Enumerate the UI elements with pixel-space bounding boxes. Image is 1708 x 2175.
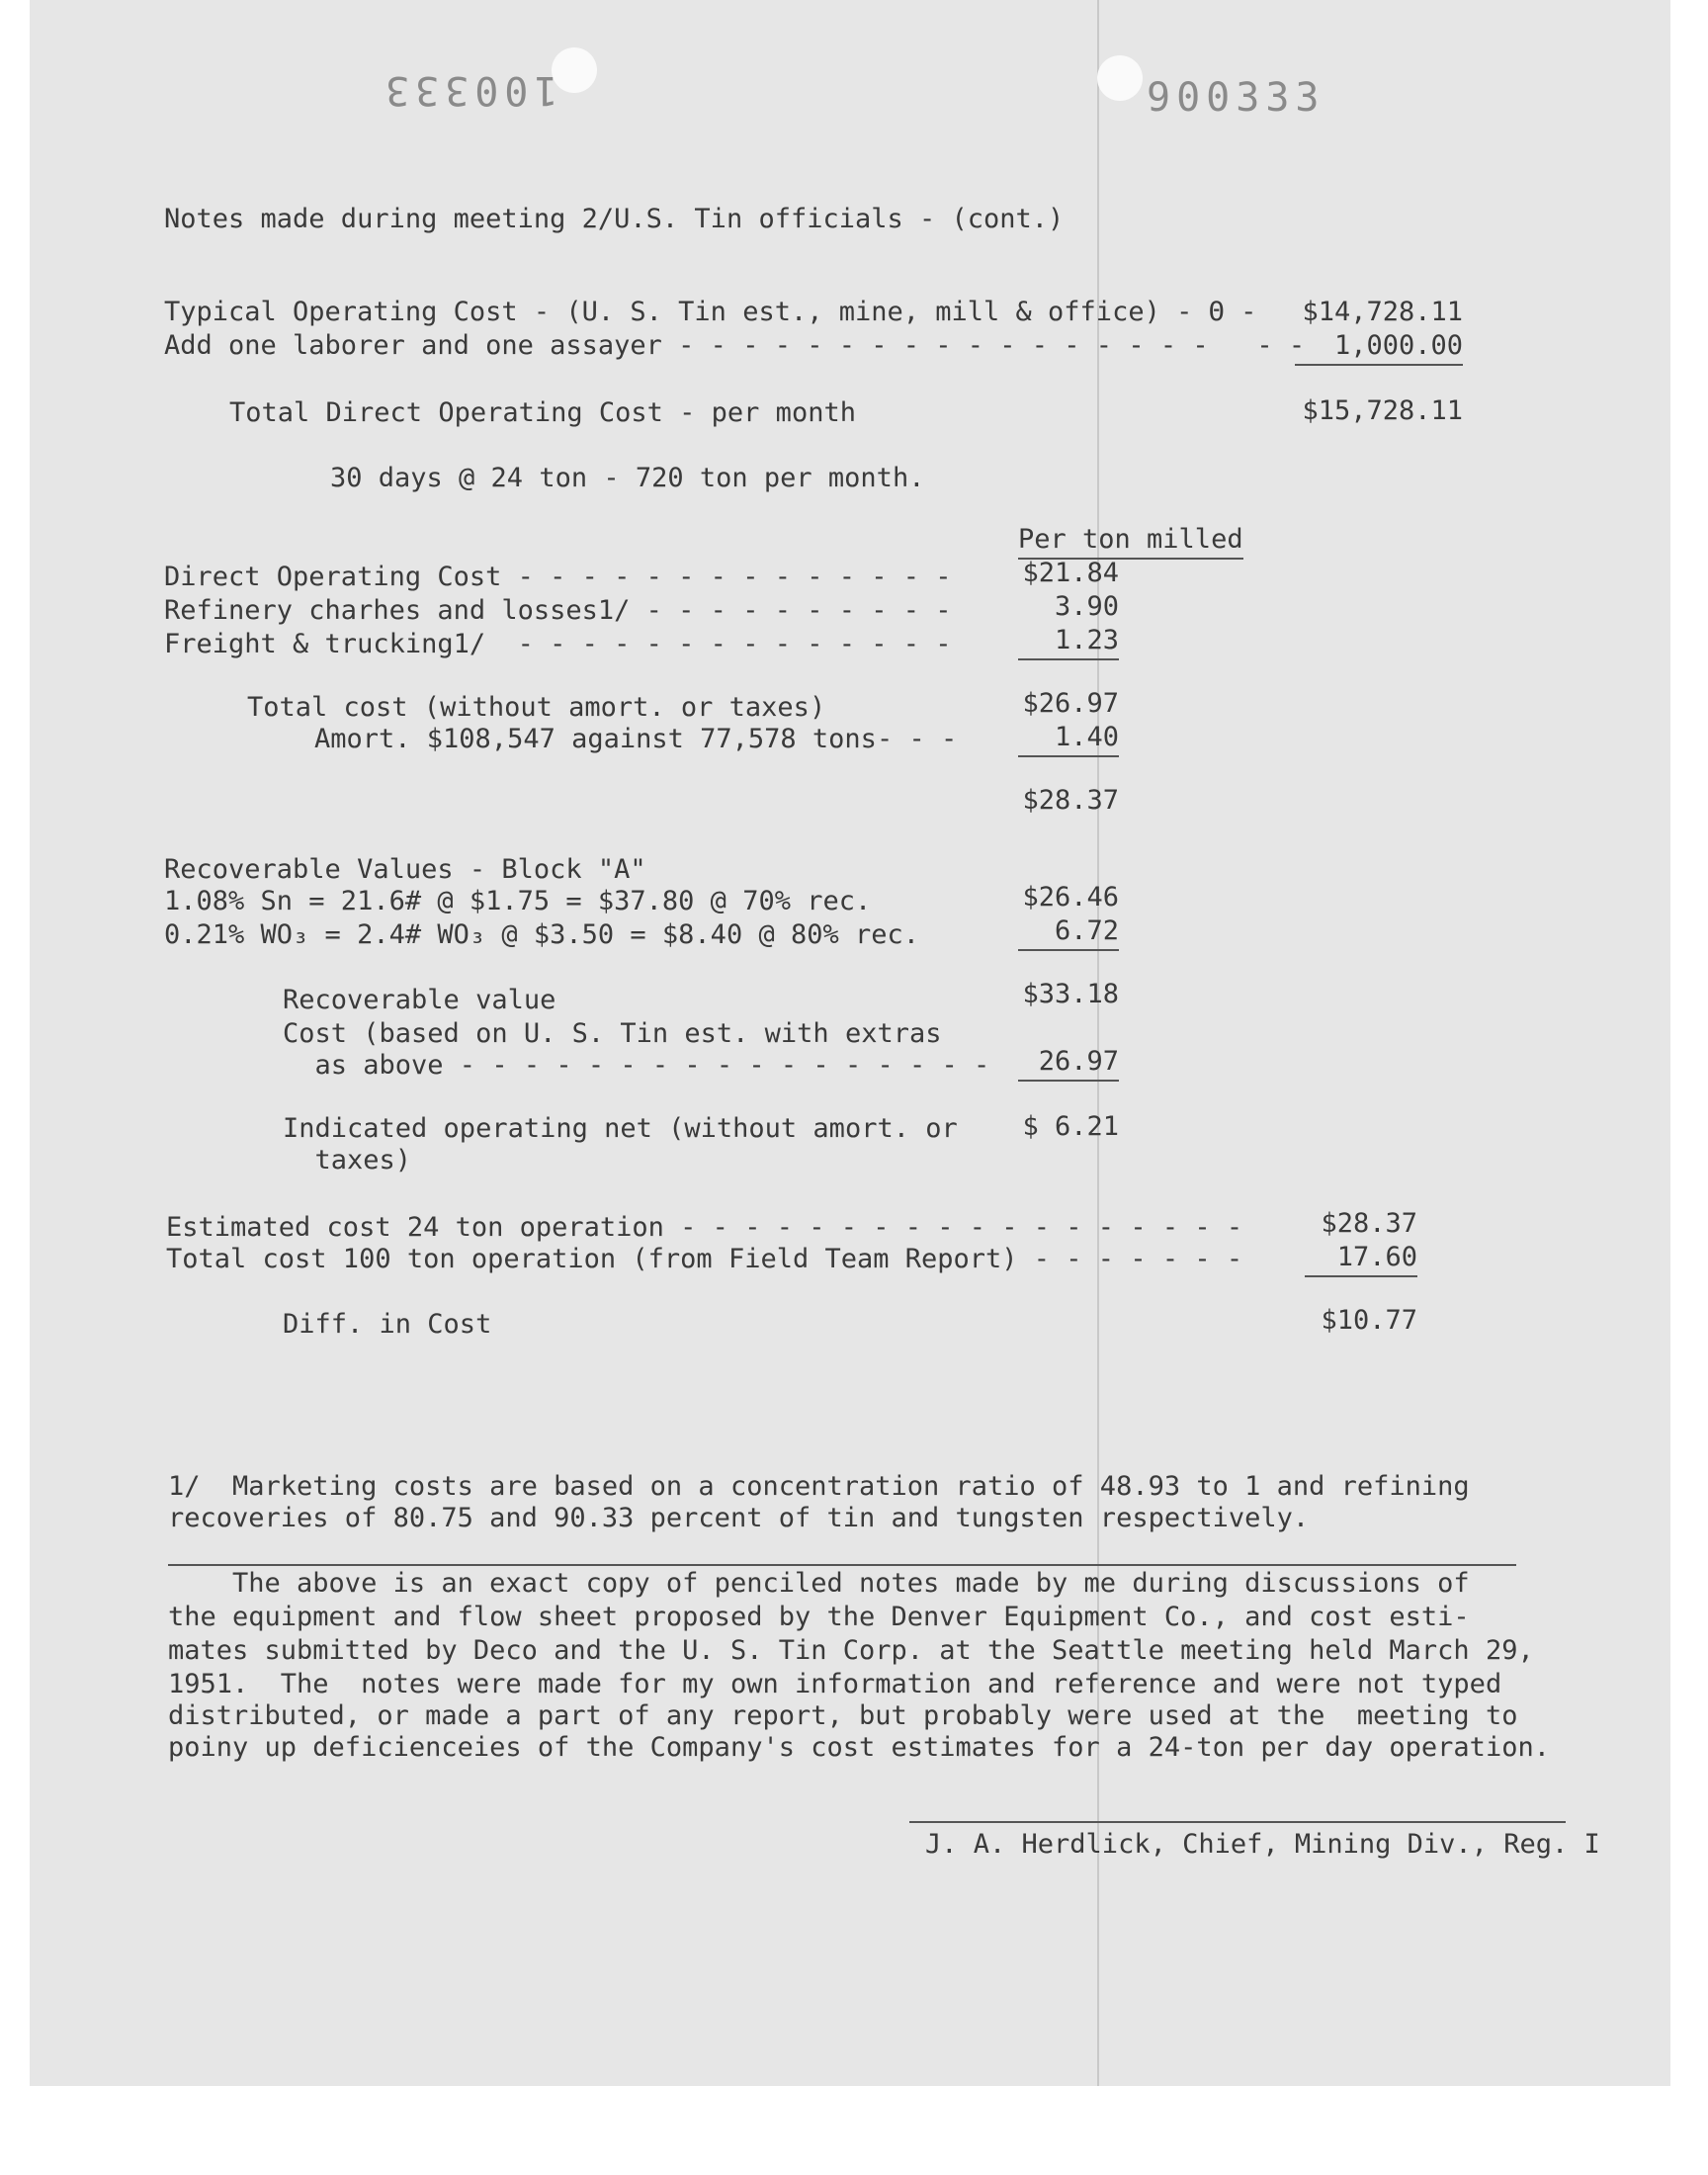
tungsten-recovery-value: 6.72 bbox=[1018, 915, 1119, 951]
amortization-label: Amort. $108,547 against 77,578 tons- - - bbox=[314, 724, 958, 754]
footnote-line-1: 1/ Marketing costs are based on a concentration ratio of 48.93 to 1 and refining bbox=[168, 1471, 1470, 1502]
recoverable-values-heading: Recoverable Values - Block "A" bbox=[164, 854, 646, 885]
stamp-number-right: 900333 bbox=[1147, 75, 1325, 121]
cost-based-label-2: as above - - - - - - - - - - - - - - - - - bbox=[283, 1050, 990, 1081]
punch-hole-right bbox=[1097, 55, 1143, 101]
estimated-cost-24-value: $28.37 bbox=[1321, 1208, 1417, 1239]
statement-line-5: distributed, or made a part of any report, but probably were used at the meeting to bbox=[168, 1700, 1518, 1731]
total-direct-cost-label: Total Direct Operating Cost - per month bbox=[229, 397, 856, 428]
diff-in-cost-label: Diff. in Cost bbox=[283, 1309, 492, 1340]
diff-in-cost-value: $10.77 bbox=[1321, 1305, 1417, 1336]
per-ton-heading: Per ton milled bbox=[1018, 524, 1243, 560]
document-header: Notes made during meeting 2/U.S. Tin officials - (cont.) bbox=[164, 204, 1065, 234]
refinery-charges-value: 3.90 bbox=[1054, 591, 1119, 622]
freight-trucking-label: Freight & trucking1/ - - - - - - - - - - - - - - bbox=[164, 629, 952, 659]
direct-operating-cost-value: $21.84 bbox=[1022, 558, 1119, 588]
total-cost-100-value: 17.60 bbox=[1305, 1242, 1417, 1277]
tin-recovery-label: 1.08% Sn = 21.6# @ $1.75 = $37.80 @ 70% rec. bbox=[164, 886, 872, 916]
total-cost-100-label: Total cost 100 ton operation (from Field Team Report) - - - - - - - bbox=[166, 1244, 1243, 1274]
operating-net-label-1: Indicated operating net (without amort. or bbox=[283, 1113, 958, 1144]
statement-line-4: 1951. The notes were made for my own information and reference and were not typed bbox=[168, 1669, 1502, 1699]
operating-net-value: $ 6.21 bbox=[1022, 1111, 1119, 1142]
total-cost-value: $26.97 bbox=[1022, 688, 1119, 719]
recoverable-value-label: Recoverable value bbox=[283, 985, 556, 1015]
total-cost-label: Total cost (without amort. or taxes) bbox=[247, 692, 826, 723]
typical-operating-cost-label: Typical Operating Cost - (U. S. Tin est., mine, mill & office) - Θ - bbox=[164, 297, 1257, 327]
refinery-charges-label: Refinery charhes and losses1/ - - - - - - - - - - bbox=[164, 595, 952, 626]
tin-recovery-value: $26.46 bbox=[1022, 882, 1119, 913]
punch-hole-left bbox=[552, 47, 597, 93]
typical-operating-cost-value: $14,728.11 bbox=[1302, 297, 1463, 327]
cost-based-value: 26.97 bbox=[1018, 1046, 1119, 1082]
add-laborer-label: Add one laborer and one assayer - - - - - - - - - - - - - - - - - - - bbox=[164, 330, 1306, 361]
recoverable-value-amount: $33.18 bbox=[1022, 979, 1119, 1009]
stamp-number-left: 100333 bbox=[380, 67, 558, 113]
statement-line-6: poiny up deficienceies of the Company's cost estimates for a 24-ton per day operation. bbox=[168, 1732, 1550, 1763]
cost-based-label-1: Cost (based on U. S. Tin est. with extras bbox=[283, 1018, 942, 1049]
signature-line bbox=[909, 1821, 1566, 1823]
grand-total-per-ton-value: $28.37 bbox=[1022, 785, 1119, 816]
estimated-cost-24-label: Estimated cost 24 ton operation - - - - - - - - - - - - - - - - - - bbox=[166, 1212, 1243, 1243]
total-direct-cost-value: $15,728.11 bbox=[1302, 395, 1463, 426]
footnote-line-2: recoveries of 80.75 and 90.33 percent of tin and tungsten respectively. bbox=[168, 1503, 1310, 1533]
statement-line-2: the equipment and flow sheet proposed by the Denver Equipment Co., and cost esti- bbox=[168, 1602, 1470, 1632]
amortization-value: 1.40 bbox=[1018, 722, 1119, 757]
days-note: 30 days @ 24 ton - 720 ton per month. bbox=[330, 463, 925, 493]
statement-line-3: mates submitted by Deco and the U. S. Tin Corp. at the Seattle meeting held March 29, bbox=[168, 1635, 1534, 1666]
signature-block: J. A. Herdlick, Chief, Mining Div., Reg. I bbox=[925, 1829, 1600, 1860]
operating-net-label-2: taxes) bbox=[283, 1145, 412, 1175]
freight-trucking-value: 1.23 bbox=[1018, 625, 1119, 660]
tungsten-recovery-label: 0.21% WO₃ = 2.4# WO₃ @ $3.50 = $8.40 @ 80% rec. bbox=[164, 919, 920, 950]
statement-divider bbox=[168, 1564, 1516, 1566]
direct-operating-cost-label: Direct Operating Cost - - - - - - - - - - - - - - bbox=[164, 562, 952, 592]
statement-line-1: The above is an exact copy of penciled notes made by me during discussions of bbox=[168, 1568, 1470, 1599]
add-laborer-value: 1,000.00 bbox=[1295, 330, 1463, 366]
